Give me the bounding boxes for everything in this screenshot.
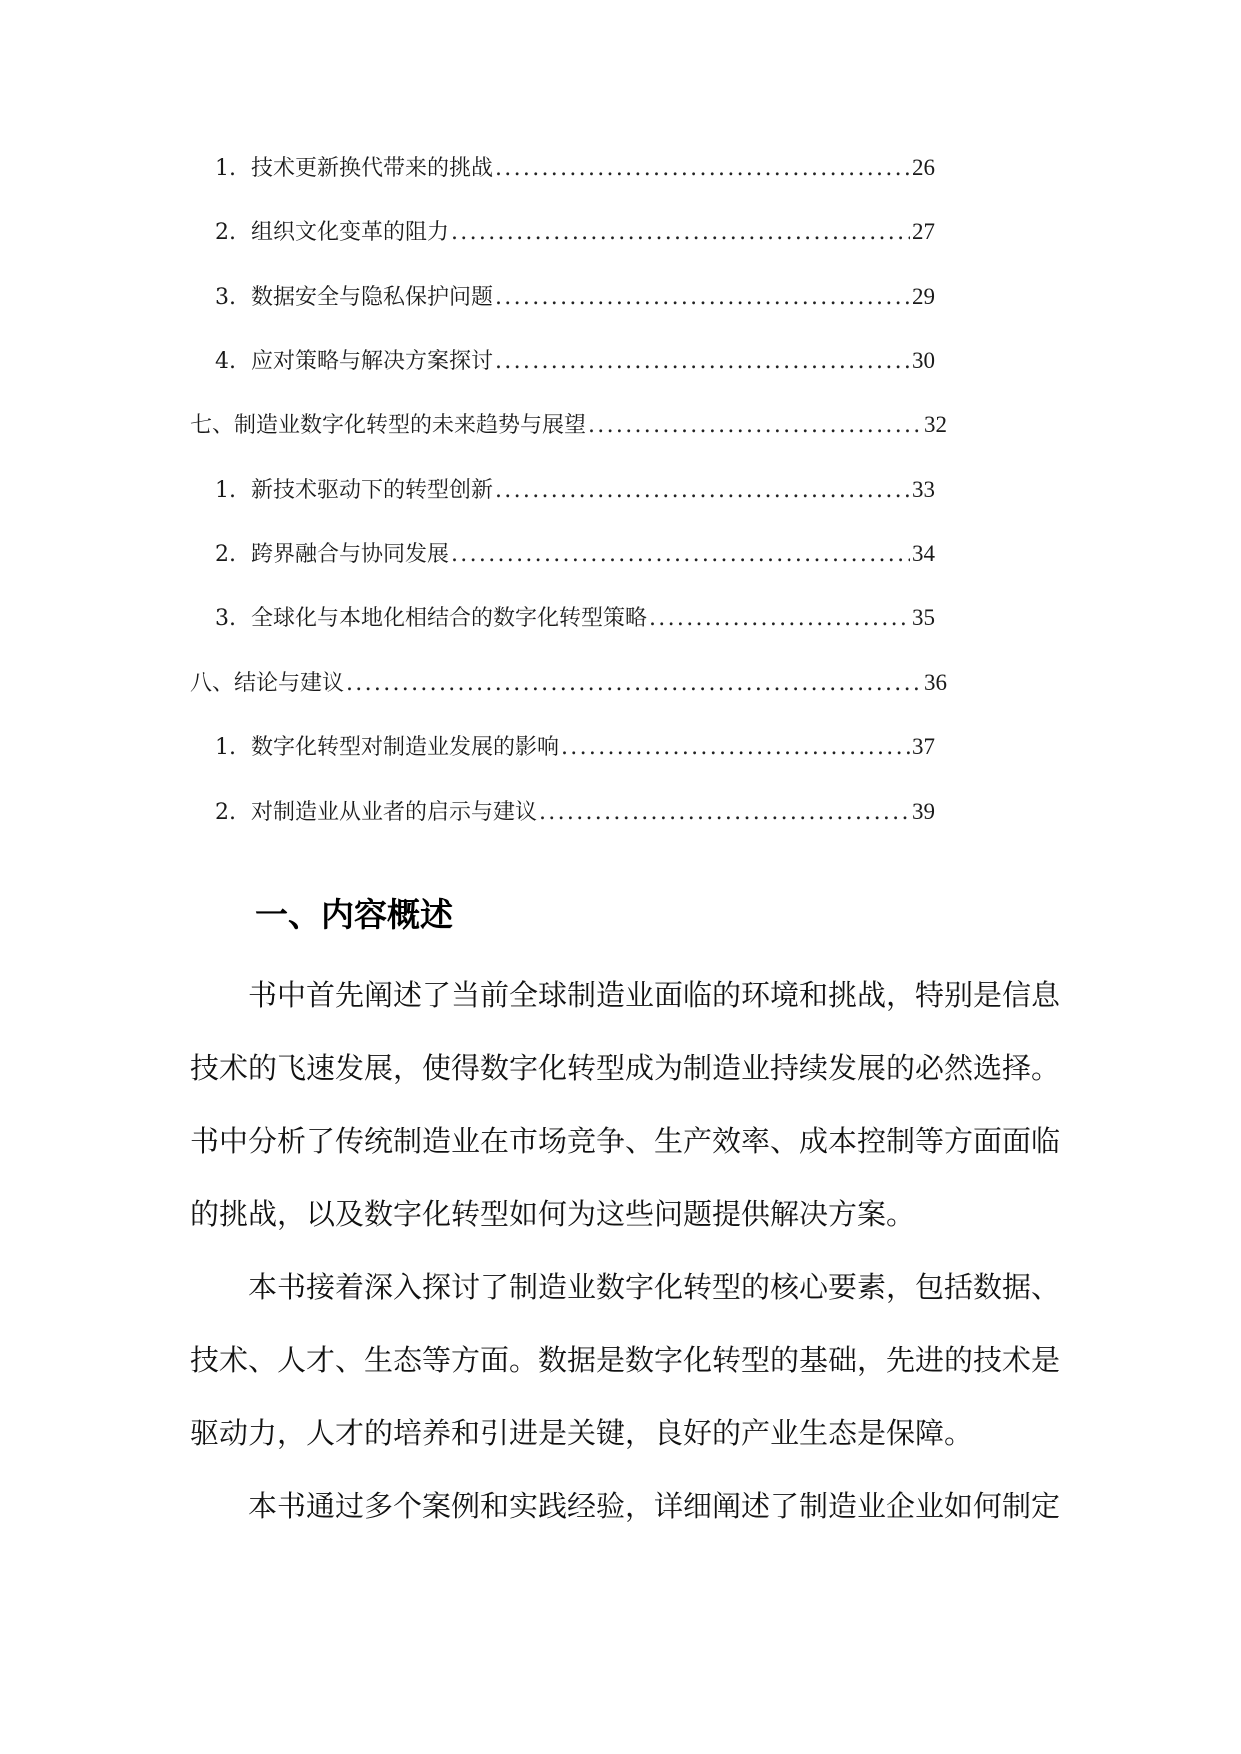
toc-dot-leader	[495, 476, 910, 506]
toc-entry-number: 2.	[215, 800, 236, 825]
toc-dot-leader	[495, 154, 910, 184]
toc-dot-leader	[539, 798, 910, 828]
toc-entry-number: 3.	[215, 606, 236, 631]
toc-entry-page: 37	[912, 734, 935, 759]
paragraph-line: 的挑战，以及数字化转型如何为这些问题提供解决方案。	[190, 1197, 916, 1231]
toc-entry-number: 4.	[215, 349, 236, 374]
toc-entry-page: 33	[912, 477, 935, 502]
paragraph-line: 本书接着深入探讨了制造业数字化转型的核心要素，包括数据、	[248, 1270, 1061, 1304]
toc-dot-leader	[588, 411, 922, 441]
toc-entry-title: 八、结论与建议	[190, 671, 345, 696]
toc-dot-leader	[561, 733, 910, 763]
toc-entry-title: 全球化与本地化相结合的数字化转型策略	[251, 606, 648, 631]
paragraph-line: 技术的飞速发展，使得数字化转型成为制造业持续发展的必然选择。	[190, 1051, 1061, 1085]
toc-dot-leader	[495, 347, 910, 377]
toc-chapter-entry[interactable]	[190, 410, 947, 441]
toc-dot-leader	[649, 604, 910, 634]
toc-entry-number: 1.	[215, 478, 236, 503]
toc-entry-number: 1.	[215, 735, 236, 760]
section-heading: 一、内容概述	[255, 895, 453, 934]
paragraph-line: 技术、人才、生态等方面。数据是数字化转型的基础，先进的技术是	[190, 1343, 1061, 1377]
paragraph-line: 驱动力，人才的培养和引进是关键，良好的产业生态是保障。	[190, 1416, 974, 1450]
toc-entry[interactable]	[215, 475, 935, 506]
toc-entry[interactable]	[215, 282, 935, 313]
toc-entry[interactable]	[215, 153, 935, 184]
toc-entry-page: 39	[912, 799, 935, 824]
toc-entry-number: 2.	[215, 542, 236, 567]
toc-entry[interactable]	[215, 346, 935, 377]
toc-entry-number: 2.	[215, 220, 236, 245]
toc-entry-page: 27	[912, 219, 935, 244]
toc-entry-number: 3.	[215, 285, 236, 310]
toc-entry-page: 26	[912, 155, 935, 180]
toc-entry-title: 数据安全与隐私保护问题	[251, 285, 494, 310]
toc-entry-page: 35	[912, 605, 935, 630]
toc-entry[interactable]	[215, 217, 935, 248]
toc-chapter-entry[interactable]	[190, 668, 947, 699]
toc-entry-number: 1.	[215, 156, 236, 181]
toc-dot-leader	[451, 540, 910, 570]
paragraph-line: 书中首先阐述了当前全球制造业面临的环境和挑战，特别是信息	[248, 978, 1061, 1012]
paragraph-line: 书中分析了传统制造业在市场竞争、生产效率、成本控制等方面面临	[190, 1124, 1061, 1158]
toc-entry-title: 跨界融合与协同发展	[251, 542, 450, 567]
toc-entry-title: 组织文化变革的阻力	[251, 220, 450, 245]
toc-entry[interactable]	[215, 539, 935, 570]
toc-entry-page: 29	[912, 284, 935, 309]
toc-entry-title: 数字化转型对制造业发展的影响	[251, 735, 560, 760]
toc-entry-title: 技术更新换代带来的挑战	[251, 156, 494, 181]
toc-dot-leader	[346, 669, 922, 699]
toc-entry-page: 30	[912, 348, 935, 373]
toc-entry[interactable]	[215, 732, 935, 763]
paragraph-line: 本书通过多个案例和实践经验，详细阐述了制造业企业如何制定	[248, 1489, 1061, 1523]
toc-entry-page: 32	[924, 412, 947, 437]
toc-entry-title: 七、制造业数字化转型的未来趋势与展望	[190, 413, 587, 438]
toc-entry[interactable]	[215, 797, 935, 828]
toc-entry-title: 新技术驱动下的转型创新	[251, 478, 494, 503]
toc-entry[interactable]	[215, 603, 935, 634]
toc-dot-leader	[495, 283, 910, 313]
toc-entry-title: 应对策略与解决方案探讨	[251, 349, 494, 374]
toc-entry-page: 34	[912, 541, 935, 566]
toc-entry-title: 对制造业从业者的启示与建议	[251, 800, 538, 825]
toc-dot-leader	[451, 218, 910, 248]
toc-entry-page: 36	[924, 670, 947, 695]
